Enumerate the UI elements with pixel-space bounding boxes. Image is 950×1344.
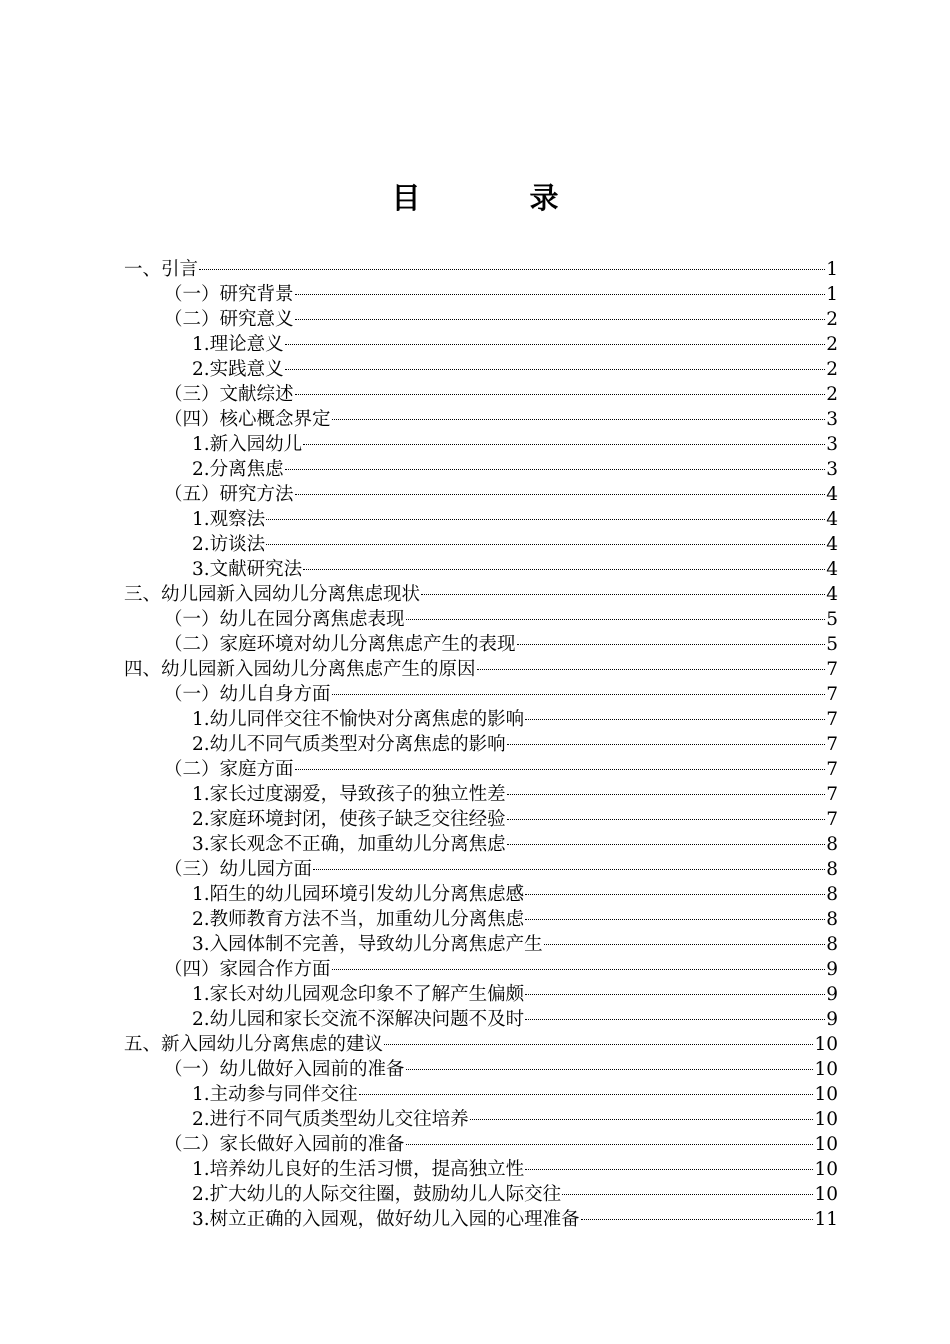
dot-leader <box>332 400 826 425</box>
toc-entry-page-number: 10 <box>814 1134 838 1155</box>
dot-leader <box>581 1200 814 1225</box>
toc-entry-text: （二）研究意义 <box>164 309 294 330</box>
toc-entry-page-number: 9 <box>826 1009 838 1030</box>
toc-entry-page-number: 4 <box>826 534 838 555</box>
toc-entry-page-number: 3 <box>826 409 838 430</box>
dot-leader <box>406 1125 814 1150</box>
toc-entry-text: （五）研究方法 <box>164 484 294 505</box>
dot-leader <box>384 1025 813 1050</box>
toc-entry-page-number: 2 <box>826 359 838 380</box>
toc-entry-page-number: 2 <box>826 334 838 355</box>
toc-entry-page-number: 4 <box>826 584 838 605</box>
toc-entry-page-number: 11 <box>814 1209 838 1230</box>
dot-leader <box>507 775 826 800</box>
toc-entry-text: 1.主动参与同伴交往 <box>192 1084 358 1105</box>
toc-entry-text: （二）家庭环境对幼儿分离焦虑产生的表现 <box>164 634 516 655</box>
toc-entry-text: 1.理论意义 <box>192 334 284 355</box>
dot-leader <box>507 800 826 825</box>
toc-entry-text: 2.教师教育方法不当，加重幼儿分离焦虑 <box>192 909 525 930</box>
toc-entry-page-number: 1 <box>826 259 838 280</box>
dot-leader <box>525 975 825 1000</box>
toc-entry-page-number: 2 <box>826 384 838 405</box>
toc-entry-page-number: 1 <box>826 284 838 305</box>
toc-entry-page-number: 4 <box>826 509 838 530</box>
dot-leader <box>421 575 825 600</box>
toc-entry-page-number: 2 <box>826 309 838 330</box>
dot-leader <box>295 300 826 325</box>
toc-entry-text: （二）家庭方面 <box>164 759 294 780</box>
dot-leader <box>295 375 826 400</box>
dot-leader <box>477 650 826 675</box>
toc-title: 目 录 <box>391 181 599 215</box>
toc-entry-text: （三）幼儿园方面 <box>164 859 313 880</box>
dot-leader <box>470 1100 814 1125</box>
toc-entry-page-number: 8 <box>826 834 838 855</box>
toc-entry-page-number: 4 <box>826 484 838 505</box>
dot-leader <box>562 1175 813 1200</box>
dot-leader <box>406 1050 814 1075</box>
toc-entry-page-number: 4 <box>826 559 838 580</box>
toc-entry-text: （一）幼儿在园分离焦虑表现 <box>164 609 405 630</box>
toc-entry-page-number: 10 <box>814 1159 838 1180</box>
toc-entry-page-number: 10 <box>814 1084 838 1105</box>
toc-entry-page-number: 8 <box>826 884 838 905</box>
toc-entry-page-number: 7 <box>826 809 838 830</box>
dot-leader <box>525 700 825 725</box>
toc-entry-page-number: 7 <box>826 659 838 680</box>
toc-entry-text: （四）家园合作方面 <box>164 959 331 980</box>
toc-entry-text: 1.新入园幼儿 <box>192 434 303 455</box>
toc-entry-page-number: 7 <box>826 734 838 755</box>
toc-entry-text: 1.家长过度溺爱，导致孩子的独立性差 <box>192 784 506 805</box>
dot-leader <box>507 825 826 850</box>
toc-entry-page-number: 3 <box>826 459 838 480</box>
dot-leader <box>266 525 825 550</box>
toc-entry-page-number: 8 <box>826 859 838 880</box>
toc-entry-text: 1.家长对幼儿园观念印象不了解产生偏颇 <box>192 984 525 1005</box>
toc-entry-page-number: 7 <box>826 784 838 805</box>
toc-entry-page-number: 8 <box>826 909 838 930</box>
toc-entry-page-number: 7 <box>826 759 838 780</box>
toc-entry-text: （一）研究背景 <box>164 284 294 305</box>
dot-leader <box>525 900 825 925</box>
toc-entry-page-number: 8 <box>826 934 838 955</box>
dot-leader <box>525 875 825 900</box>
dot-leader <box>285 450 826 475</box>
toc-entry-text: 1.观察法 <box>192 509 266 530</box>
toc-entry-text: （二）家长做好入园前的准备 <box>164 1134 405 1155</box>
dot-leader <box>525 1000 825 1025</box>
dot-leader <box>332 675 826 700</box>
dot-leader <box>303 425 825 450</box>
toc-entry-text: 3.家长观念不正确，加重幼儿分离焦虑 <box>192 834 506 855</box>
dot-leader <box>406 600 826 625</box>
dot-leader <box>295 475 826 500</box>
toc-entry-text: （一）幼儿做好入园前的准备 <box>164 1059 405 1080</box>
toc-entry-text: 1.陌生的幼儿园环境引发幼儿分离焦虑感 <box>192 884 525 905</box>
toc-entry-text: 五、新入园幼儿分离焦虑的建议 <box>124 1034 384 1055</box>
toc-entry-page-number: 10 <box>814 1184 838 1205</box>
toc-entry-text: 一、引言 <box>124 259 199 280</box>
toc-entry-page-number: 10 <box>814 1059 838 1080</box>
toc-entry-page-number: 3 <box>826 434 838 455</box>
toc-entry-text: 2.幼儿园和家长交流不深解决问题不及时 <box>192 1009 525 1030</box>
dot-leader <box>517 625 826 650</box>
dot-leader <box>507 725 826 750</box>
toc-entry-text: 2.分离焦虑 <box>192 459 284 480</box>
dot-leader <box>266 500 825 525</box>
dot-leader <box>199 250 825 275</box>
dot-leader <box>295 275 826 300</box>
toc-entry-text: 三、幼儿园新入园幼儿分离焦虑现状 <box>124 584 421 605</box>
toc-entry-text: 四、幼儿园新入园幼儿分离焦虑产生的原因 <box>124 659 476 680</box>
toc-entry-text: 2.进行不同气质类型幼儿交往培养 <box>192 1109 469 1130</box>
toc-entry-text: 3.文献研究法 <box>192 559 303 580</box>
dot-leader <box>359 1075 814 1100</box>
toc-entry-text: 2.幼儿不同气质类型对分离焦虑的影响 <box>192 734 506 755</box>
dot-leader <box>285 350 826 375</box>
toc-entry-text: 3.入园体制不完善，导致幼儿分离焦虑产生 <box>192 934 543 955</box>
toc-entry-text: 2.实践意义 <box>192 359 284 380</box>
toc-entry-page-number: 9 <box>826 984 838 1005</box>
toc-entry-page-number: 9 <box>826 959 838 980</box>
toc-entry-text: 1.幼儿同伴交往不愉快对分离焦虑的影响 <box>192 709 525 730</box>
toc-entry-page-number: 5 <box>826 609 838 630</box>
toc-entry-text: （一）幼儿自身方面 <box>164 684 331 705</box>
toc-entry-text: 2.访谈法 <box>192 534 266 555</box>
toc-entry-page-number: 10 <box>814 1034 838 1055</box>
toc-entry-text: 2.扩大幼儿的人际交往圈，鼓励幼儿人际交往 <box>192 1184 562 1205</box>
toc-entry-text: 2.家庭环境封闭，使孩子缺乏交往经验 <box>192 809 506 830</box>
toc-entry[interactable] <box>124 250 838 280</box>
toc-entry-text: （四）核心概念界定 <box>164 409 331 430</box>
dot-leader <box>332 950 826 975</box>
toc-entry-text: （三）文献综述 <box>164 384 294 405</box>
dot-leader <box>313 850 825 875</box>
dot-leader <box>295 750 826 775</box>
dot-leader <box>285 325 826 350</box>
toc-entry-page-number: 5 <box>826 634 838 655</box>
toc-entry-page-number: 7 <box>826 684 838 705</box>
toc-entry-page-number: 10 <box>814 1109 838 1130</box>
dot-leader <box>525 1150 813 1175</box>
dot-leader <box>544 925 826 950</box>
toc-entry-text: 3.树立正确的入园观，做好幼儿入园的心理准备 <box>192 1209 580 1230</box>
toc-entry-text: 1.培养幼儿良好的生活习惯，提高独立性 <box>192 1159 525 1180</box>
toc-entry-page-number: 7 <box>826 709 838 730</box>
toc-entry[interactable] <box>124 275 838 305</box>
dot-leader <box>303 550 825 575</box>
toc-list <box>124 250 838 1230</box>
